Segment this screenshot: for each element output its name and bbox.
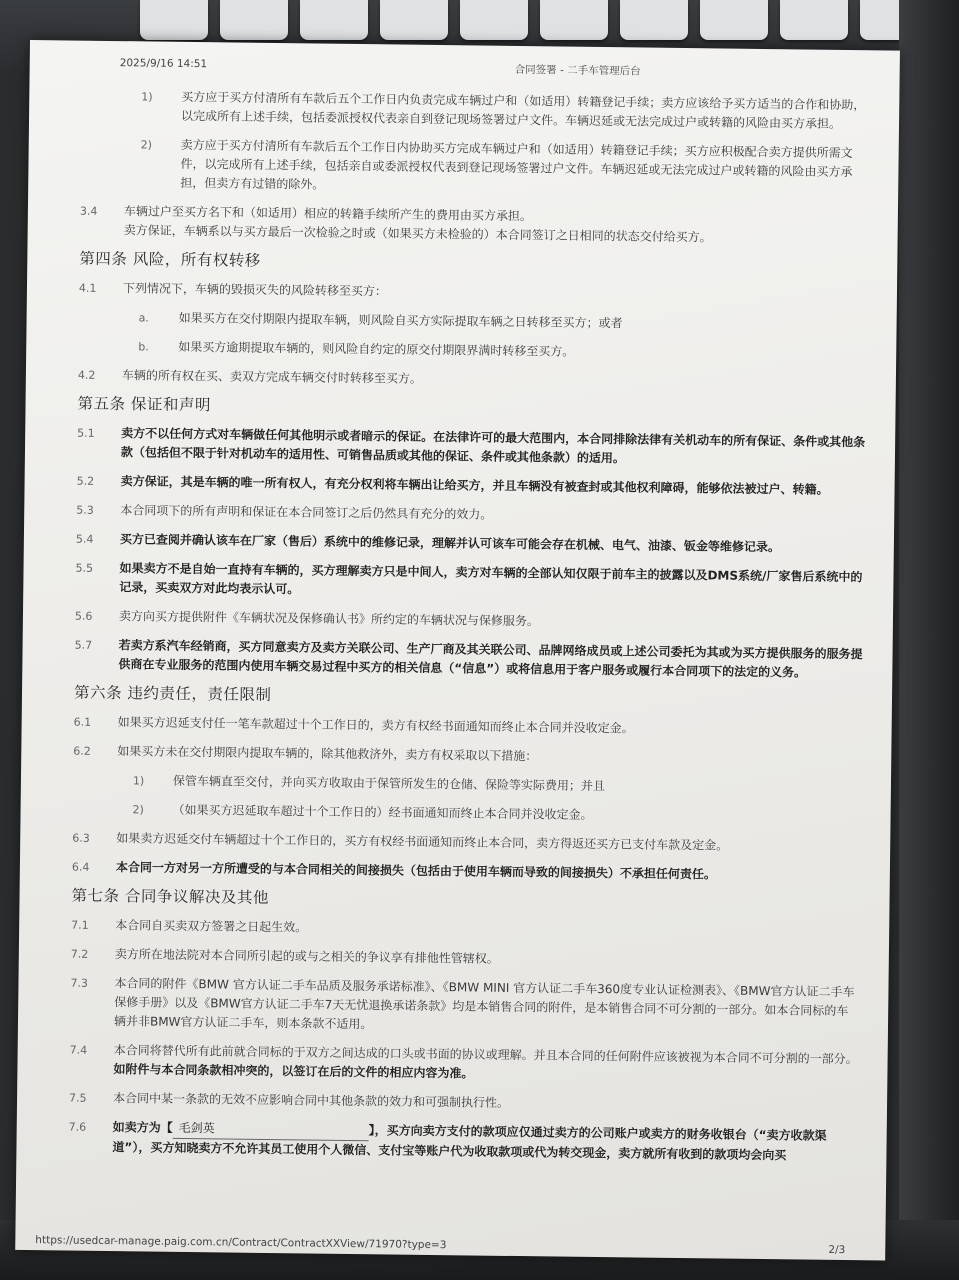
clause-number: 5.2 (76, 474, 95, 488)
clause-text: 本合同中某一条款的无效不应影响合同中其他条款的效力和可强制执行性。 (112, 1091, 510, 1110)
clause (72, 858, 860, 887)
section-heading: 第五条 保证和声明 (77, 394, 212, 415)
clause-text: 车辆过户至买方名下和（如适用）相应的转籍手续所产生的费用由买方承担。 卖方保证，车辆系以与买方最后一次检验之时或（如果买方未检验的）本合同签订之日相同的状态交付给买方。 (123, 204, 712, 245)
clause (68, 1118, 856, 1167)
clause-text: 如果买方未在交付期限内提取车辆的，除其他救济外，卖方有权采取以下措施： (117, 744, 538, 764)
keyboard-key (700, 0, 768, 40)
page-number: 2/3 (828, 1243, 846, 1257)
clause (77, 424, 865, 472)
clause-text: 若卖方系汽车经销商，买方同意卖方及卖方关联公司、生产厂商及其关联公司、品牌网络成员或上述公司委托为其或为买方提供服务的服务提供商在专业服务的范围内使用车辆交易过程中买方的相关信息（“信息”）或将信息用于客户服务或履行本合同项下的法定的义务。 (118, 638, 863, 680)
clause (70, 974, 859, 1041)
clause-number: 6.2 (73, 744, 91, 758)
clause (72, 829, 860, 858)
clause-text: 本合同自买卖双方签署之日起生效。 (115, 918, 308, 935)
clause-text: 保管车辆直至交付，并向买方收取由于保管所发生的仓储、保险等实际费用；并且 (172, 773, 606, 794)
clause-text-emphasis: 如附件与本合同条款相冲突的，以签订在后的文件的相应内容为准。 (113, 1062, 474, 1081)
clause-text: 卖方应于买方付清所有车款后五个工作日内协助买方完成车辆过户和（如适用）转籍登记手续；买方应积极配合卖方提供所需文件，以完成所有上述手续，包括亲自或委派授权代表到登记现场签署过户文件。车辆迟延或无法完成过户或转籍的风险由买方承担，但卖方有过错的除外。 (180, 137, 853, 192)
print-title: 合同签署 - 二手车管理后台 (514, 63, 641, 78)
sub-clause (141, 87, 869, 134)
clause-number: 7.3 (70, 976, 89, 990)
clause-number: 7.6 (68, 1120, 87, 1134)
print-date: 2025/9/16 14:51 (119, 57, 208, 71)
keyboard-key (380, 0, 448, 40)
clause (73, 742, 861, 771)
clause (71, 916, 859, 945)
keyboard-key (220, 0, 288, 40)
clause-number: 6.3 (72, 831, 90, 845)
clause-text: 本合同的附件《BMW 官方认证二手车品质及服务承诺标准》、《BMW MINI 官方认证二手车360度专业认证检测表》、《BMW官方认证二手车保修手册》以及《BMW官方认证二手车7天无忧退换承诺条款》均是本销售合同的附件，是本销售合同不可分割的一部分。如本合同标的车辆并非BMW官方认证二手车，则本条款不适用。 (113, 976, 855, 1032)
contract-body (68, 81, 869, 1177)
clause-number: 5.5 (75, 561, 94, 575)
sub-clause (140, 135, 869, 201)
clause (76, 501, 864, 530)
clause-number: 5.7 (74, 638, 93, 652)
clause-text: 下列情况下，车辆的毁损灭失的风险转移至买方： (122, 281, 388, 299)
clause-number: 1) (132, 774, 145, 788)
clause (76, 530, 864, 559)
keyboard-key (300, 0, 368, 40)
keyboard-key (540, 0, 608, 40)
clause-text: 卖方所在地法院对本合同所引起的或与之相关的争议享有排他性管辖权。 (114, 947, 499, 966)
section-heading: 第七条 合同争议解决及其他 (71, 886, 270, 907)
clause-text: 买方应于买方付清所有车款后五个工作日内负责完成车辆过户和（如适用）转籍登记手续；卖方应该给予买方适当的合作和协助，以完成所有上述手续，包括委派授权代表亲自到登记现场签署过户文件。车辆迟延或无法完成过户或转籍的风险由买方承担。 (180, 89, 866, 131)
clause-number: 2) (140, 138, 153, 152)
clause-number: a. (138, 311, 149, 325)
clause (79, 279, 867, 308)
print-header (119, 57, 860, 78)
clause-text: 如果买方迟延支付任一笔车款超过十个工作日的，卖方有权经书面通知而终止本合同并没收定金。 (117, 715, 634, 736)
clause-number: 5.6 (74, 609, 93, 623)
clause (74, 713, 862, 742)
sub-clause (138, 337, 866, 365)
keyboard-key (460, 0, 528, 40)
clause (80, 202, 868, 250)
clause-number: 6.4 (71, 860, 90, 874)
sub-clause (132, 800, 860, 828)
keyboard-key (780, 0, 848, 40)
clause-number: 5.4 (75, 532, 94, 546)
clause-text: 如果买方逾期提取车辆的，则风险自约定的原交付期限界满时转移至买方。 (178, 339, 575, 359)
clause (75, 559, 863, 607)
clause-text: 如果卖方不是自始一直持有车辆的，买方理解卖方只是中间人，卖方对车辆的全部认知仅限于前车主的披露以及DMS系统/厂家售后系统中的记录，买卖双方对此均表示认可。 (119, 561, 863, 597)
sub-clause (133, 771, 861, 799)
seller-name-field: 毛剑英 (173, 1119, 369, 1141)
clause-text: 卖方保证，其是车辆的唯一所有权人，有充分权利将车辆出让给买方，并且车辆没有被查封或其他权利障碍，能够依法被过户、转籍。 (120, 474, 829, 497)
sub-clause (138, 308, 866, 336)
clause-text: 卖方向买方提供附件《车辆状况及保修确认书》所约定的车辆状况与保修服务。 (118, 609, 540, 629)
clause (74, 636, 862, 684)
clause-text: 】，买方向卖方支付的款项应仅通过卖方的公司账户或卖方的财务收银台（“卖方收款渠道”），买方知晓卖方不允许其员工使用个人微信、支付宝等账户代为收取款项或代为转交现金，卖方就所有收到的款项均会向买 (112, 1123, 827, 1163)
keyboard-key (140, 0, 208, 40)
clause (75, 607, 863, 636)
clause (78, 366, 866, 395)
clause-number: 7.1 (71, 918, 89, 932)
page-url[interactable]: https://usedcar-manage.paig.com.cn/Contract/ContractXXView/71970?type=3 (35, 1234, 447, 1252)
clause-number: 5.3 (76, 503, 94, 517)
desk-surface (899, 0, 959, 1280)
clause-number: 7.2 (70, 947, 89, 961)
clause-text: 本合同项下的所有声明和保证在本合同签订之后仍然具有充分的效力。 (120, 503, 493, 522)
clause-text: 本合同将替代所有此前就合同标的于双方之间达成的口头或书面的协议或理解。并且本合同的任何附件应该被视为本合同不可分割的一部分。 (113, 1043, 858, 1067)
printed-contract-page (15, 40, 900, 1261)
clause (71, 945, 859, 974)
clause-number: b. (138, 340, 149, 354)
clause-text: 买方已查阅并确认该车在厂家（售后）系统中的维修记录，理解并认可该车可能会存在机械、电气、油漆、钣金等维修记录。 (119, 532, 780, 555)
clause-number: 3.4 (79, 204, 98, 218)
section-heading: 第六条 违约责任，责任限制 (73, 683, 272, 704)
clause-text: 车辆的所有权在买、卖双方完成车辆交付时转移至买方。 (121, 368, 422, 386)
clause (69, 1089, 857, 1118)
clause-number: 7.4 (69, 1043, 88, 1057)
clause-number: 2) (132, 803, 144, 817)
clause-number: 4.2 (77, 368, 96, 382)
clause-number: 5.1 (77, 426, 95, 440)
clause-number: 7.5 (68, 1091, 87, 1105)
clause-text: 如卖方为【 (112, 1120, 173, 1135)
keyboard-key (620, 0, 688, 40)
section-heading: 第四条 风险，所有权转移 (79, 249, 261, 270)
clause-number: 4.1 (78, 281, 97, 295)
clause (69, 1041, 857, 1089)
clause-text: 本合同一方对另一方所遭受的与本合同相关的间接损失（包括由于使用车辆而导致的间接损失）不承担任何责任。 (115, 860, 716, 882)
clause-text: （如果买方迟延取车超过十个工作日的）经书面通知而终止本合同并没收定金。 (172, 802, 593, 822)
clause-text: 如果卖方迟延交付车辆超过十个工作日的，买方有权经书面通知而终止本合同，卖方得返还买方已支付车款及定金。 (116, 831, 729, 853)
clause-text: 如果买方在交付期限内提取车辆，则风险自买方实际提取车辆之日转移至买方；或者 (178, 310, 623, 331)
clause-number: 1) (141, 90, 153, 104)
clause (76, 472, 864, 501)
clause-number: 6.1 (73, 715, 92, 729)
print-footer (35, 1234, 846, 1257)
clause-text: 卖方不以任何方式对车辆做任何其他明示或者暗示的保证。在法律许可的最大范围内，本合同排除法律有关机动车的所有保证、条件或其他条款（包括但不限于针对机动车的适用性、可销售品质或其他的保证、条件或其他条款）的适用。 (120, 426, 866, 466)
